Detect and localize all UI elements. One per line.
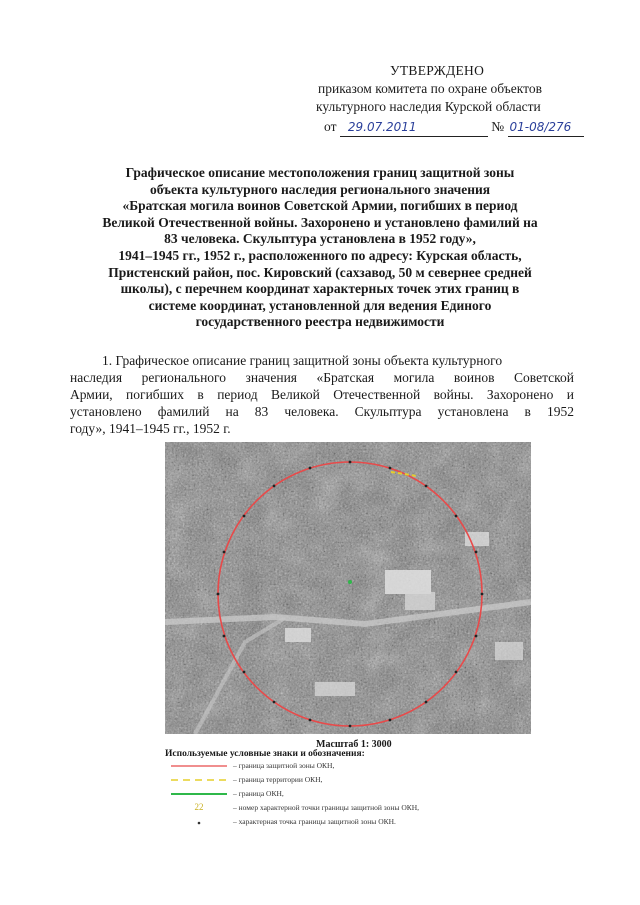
heading-line: системе координат, установленной для ведения Единого bbox=[148, 297, 492, 313]
heading-line: Великой Отечественной войны. Захоронено и установлено фамилий на bbox=[102, 214, 538, 230]
heading-line: Графическое описание местоположения границ защитной зоны bbox=[125, 165, 515, 180]
point-number-icon: 22 bbox=[194, 802, 204, 812]
map-building bbox=[315, 682, 355, 696]
heading-line: «Братская могила воинов Советской Армии, погибших в период bbox=[122, 198, 518, 214]
heading-line: объекта культурного наследия регионального значения bbox=[149, 181, 491, 197]
monument-marker bbox=[348, 580, 352, 584]
paragraph-line: Армии, погибших в период Великой Отечественной войны. Захоронено и bbox=[70, 387, 574, 402]
approval-order-line: приказом комитета по охране объектов bbox=[318, 81, 542, 96]
aerial-map bbox=[165, 442, 531, 734]
document-heading bbox=[100, 165, 540, 331]
heading-line: Пристенский район, пос. Кировский (сахзавод, 50 м севернее средней bbox=[108, 264, 532, 280]
yellow-dashed-line-icon bbox=[171, 773, 227, 787]
legend-item-territory bbox=[165, 773, 465, 787]
legend-label: – номер характерной точки границы защитной зоны ОКН, bbox=[233, 803, 420, 812]
approval-date-number-line bbox=[324, 118, 584, 137]
paragraph-line: наследия регионального значения «Братская могила воинов Советской bbox=[70, 370, 574, 385]
approval-title: УТВЕРЖДЕНО bbox=[390, 63, 485, 78]
date-field bbox=[340, 118, 488, 137]
paragraph-line: 1. Графическое описание границ защитной зоны объекта культурного bbox=[102, 353, 503, 368]
legend-label: – граница защитной зоны ОКН, bbox=[233, 761, 335, 770]
legend-item-point bbox=[165, 815, 465, 829]
legend-item-point-number bbox=[165, 801, 465, 815]
from-label: от bbox=[324, 119, 337, 134]
heading-line: школы), с перечнем координат характерных точек этих границ в bbox=[120, 281, 520, 297]
description-paragraph bbox=[70, 352, 574, 437]
heading-line: государственного реестра недвижимости bbox=[195, 314, 445, 330]
approval-committee-line: культурного наследия Курской области bbox=[316, 99, 541, 114]
legend-item-okn-boundary bbox=[165, 787, 465, 801]
number-field bbox=[508, 118, 584, 137]
handwritten-number: 01-08/276 bbox=[509, 120, 572, 134]
green-line-icon bbox=[171, 787, 227, 801]
map-building bbox=[495, 642, 523, 660]
legend-label: – граница ОКН, bbox=[233, 789, 284, 798]
paragraph-line: установлено фамилий на 83 человека. Скульптура установлена в 1952 bbox=[70, 404, 574, 419]
legend-title: Используемые условные знаки и обозначения: bbox=[165, 749, 365, 759]
paragraph-line: году», 1941–1945 гг., 1952 г. bbox=[70, 421, 231, 436]
heading-line: 1941–1945 гг., 1952 г., расположенного по адресу: Курская область, bbox=[118, 247, 522, 263]
heading-line: 83 человека. Скульптура установлена в 1952 году», bbox=[164, 231, 476, 247]
handwritten-date: 29.07.2011 bbox=[347, 120, 417, 134]
map-building bbox=[285, 628, 311, 642]
legend-label: – граница территории ОКН, bbox=[233, 775, 323, 784]
dot-icon bbox=[171, 815, 227, 829]
map-building bbox=[385, 570, 431, 594]
map-building bbox=[465, 532, 489, 546]
red-line-icon bbox=[171, 759, 227, 773]
map-scale: Масштаб 1: 3000 bbox=[316, 739, 392, 750]
number-label: № bbox=[491, 119, 505, 134]
legend-item-protection-zone bbox=[165, 759, 465, 773]
legend-label: – характерная точка границы защитной зоны ОКН. bbox=[233, 817, 396, 826]
map-building bbox=[405, 592, 435, 610]
